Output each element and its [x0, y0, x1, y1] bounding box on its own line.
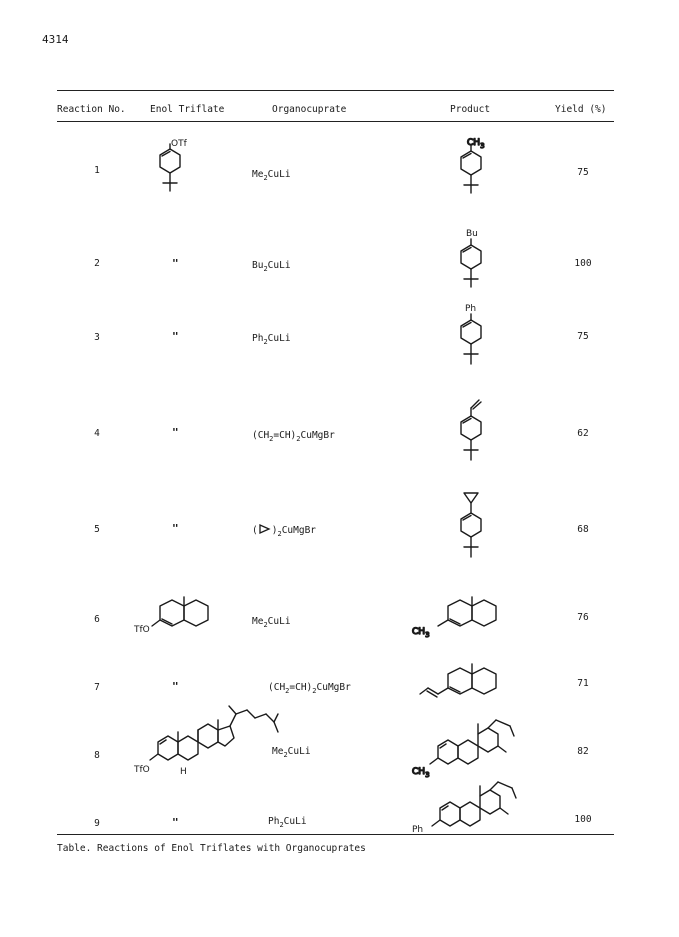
row1-number: 1 [94, 165, 100, 176]
row6-product-structure [408, 588, 518, 648]
svg-text:TfO: TfO [134, 765, 150, 775]
row9-product-structure [410, 778, 520, 836]
header-rule [57, 121, 614, 122]
row9-ditto: " [172, 816, 179, 829]
table-top-rule [57, 90, 614, 91]
row5-product-structure [451, 485, 491, 575]
row3-number: 3 [94, 332, 100, 343]
cyclopropyl-ring-icon [258, 524, 272, 534]
svg-text:Bu: Bu [466, 229, 478, 239]
header-product: Product [450, 104, 491, 115]
row1-product-structure [451, 135, 491, 215]
row4-cuprate: $(CH_2=CH)_2CuMgBr$ [252, 430, 335, 443]
row4-yield: 62 [577, 428, 589, 439]
row8-cuprate: $Me_2CuLi$ [272, 746, 311, 759]
table-bottom-rule [57, 834, 614, 835]
row9-number: 9 [94, 818, 100, 829]
row8-yield: 82 [577, 746, 589, 757]
row8-number: 8 [94, 750, 100, 761]
svg-text:Ph: Ph [412, 825, 424, 835]
row5-number: 5 [94, 524, 100, 535]
row7-number: 7 [94, 682, 100, 693]
row5-ditto: " [172, 522, 179, 535]
row2-product-structure [451, 225, 491, 305]
row4-product-structure [451, 390, 491, 470]
row6-cuprate: $Me_2CuLi$ [252, 616, 291, 629]
row6-triflate-structure [128, 588, 228, 648]
row2-yield: 100 [574, 258, 592, 269]
row7-yield: 71 [577, 678, 589, 689]
svg-text:H: H [180, 767, 187, 777]
svg-text:Ph: Ph [465, 304, 477, 314]
svg-text:CH3: $CH_3$ [467, 138, 485, 150]
header-reaction-no: Reaction No. [57, 104, 126, 115]
row8-triflate-structure [128, 690, 298, 790]
row2-cuprate: $Bu_2CuLi$ [252, 260, 291, 273]
header-yield: Yield (%) [555, 104, 607, 115]
row4-number: 4 [94, 428, 100, 439]
row1-cuprate: $Me_2CuLi$ [252, 169, 291, 182]
row2-number: 2 [94, 258, 100, 269]
svg-text:OTf: OTf [171, 139, 187, 149]
header-enol-triflate: Enol Triflate [150, 104, 225, 115]
svg-text:CH3: $CH_3$ [412, 627, 430, 639]
svg-text:CH3: $CH_3$ [412, 767, 430, 779]
row7-ditto: " [172, 680, 179, 693]
header-organocuprate: Organocuprate [272, 104, 347, 115]
row6-number: 6 [94, 614, 100, 625]
row2-ditto: " [172, 257, 179, 270]
row3-cuprate: $Ph_2CuLi$ [252, 333, 291, 346]
row1-triflate-structure [150, 135, 190, 215]
row7-product-structure [408, 658, 518, 713]
row3-product-structure [451, 300, 491, 380]
row8-product-structure [408, 718, 518, 778]
row3-yield: 75 [577, 331, 589, 342]
row6-yield: 76 [577, 612, 589, 623]
row4-ditto: " [172, 426, 179, 439]
row1-yield: 75 [577, 167, 589, 178]
row3-ditto: " [172, 330, 179, 343]
row9-cuprate: $Ph_2CuLi$ [268, 816, 307, 829]
table-caption: Table. Reactions of Enol Triflates with Organocuprates [57, 843, 366, 854]
row7-cuprate: $(CH_2=CH)_2CuMgBr$ [268, 682, 351, 695]
svg-text:TfO: TfO [134, 625, 150, 635]
row5-cuprate: ( )$_2CuMgBr$ [252, 525, 317, 538]
row5-yield: 68 [577, 524, 589, 535]
row9-yield: 100 [574, 814, 592, 825]
page-number: 4314 [42, 33, 69, 46]
